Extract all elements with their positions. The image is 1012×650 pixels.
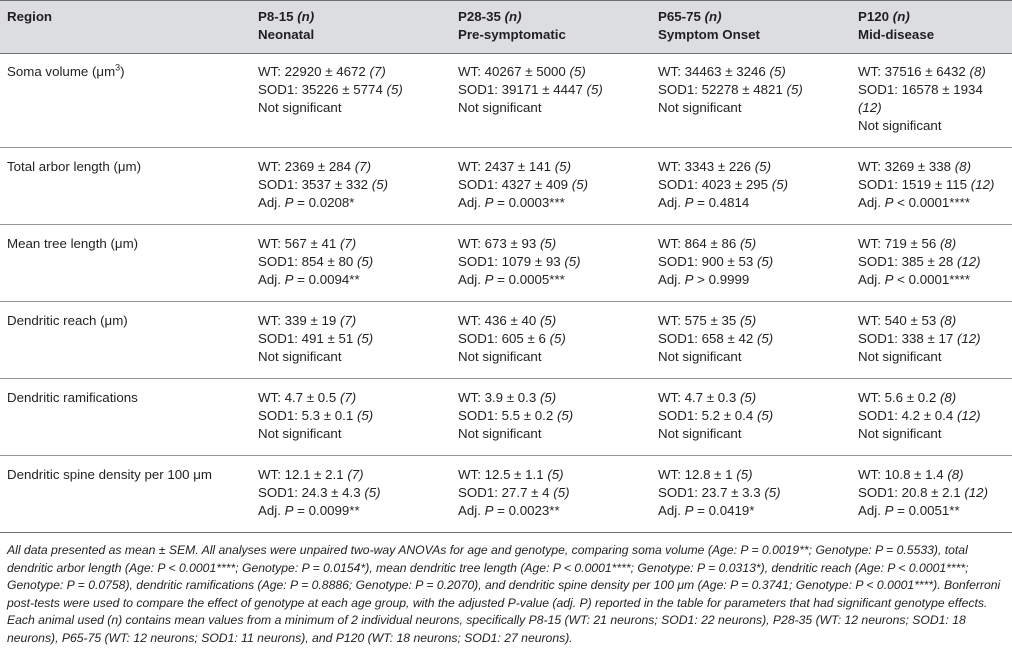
adj-label: Adj. <box>658 272 685 287</box>
table-cell <box>658 312 773 366</box>
sod1-value <box>658 81 803 99</box>
significance: Not significant <box>258 349 342 364</box>
wt-count: (5) <box>769 64 786 79</box>
wt-stat: WT: 2369 ± 284 <box>258 159 352 174</box>
p-value: = 0.0099** <box>293 503 360 518</box>
adj-label: Adj. <box>658 503 685 518</box>
wt-count: (8) <box>939 313 957 328</box>
wt-stat: WT: 567 ± 41 <box>258 236 337 251</box>
table-cell <box>258 466 381 520</box>
wt-value <box>658 389 773 407</box>
adj-label: Adj. <box>458 272 485 287</box>
wt-count: (8) <box>939 390 957 405</box>
table-cell <box>458 235 581 289</box>
header-n: (n) <box>704 9 722 24</box>
wt-value <box>658 312 773 330</box>
sod1-count: (12) <box>956 408 981 423</box>
sod1-value <box>258 81 403 99</box>
p-label: P <box>684 195 694 210</box>
header-stage: Symptom Onset <box>658 27 760 42</box>
significance: Not significant <box>458 349 542 364</box>
sod1-value <box>258 330 373 348</box>
sod1-stat: SOD1: 20.8 ± 2.1 <box>858 485 961 500</box>
adj-label: Adj. <box>458 503 485 518</box>
adjusted-p-value <box>858 502 988 520</box>
adjusted-p-value <box>458 194 588 212</box>
wt-value <box>858 158 994 176</box>
wt-value <box>458 312 566 330</box>
table-cell <box>258 389 373 443</box>
sod1-value <box>658 330 773 348</box>
p-value: < 0.0001**** <box>893 272 971 287</box>
wt-stat: WT: 673 ± 93 <box>458 236 537 251</box>
sod1-stat: SOD1: 385 ± 28 <box>858 254 954 269</box>
wt-count: (8) <box>969 64 986 79</box>
wt-value <box>258 158 388 176</box>
p-value: = 0.0003*** <box>493 195 565 210</box>
wt-stat: WT: 540 ± 53 <box>858 313 937 328</box>
wt-value <box>858 312 981 330</box>
wt-stat: WT: 339 ± 19 <box>258 313 337 328</box>
row-label-text: Soma volume (μm <box>7 64 116 79</box>
header-n: (n) <box>504 9 522 24</box>
header-stage: Pre-symptomatic <box>458 27 566 42</box>
significance: Not significant <box>258 100 342 115</box>
wt-count: (5) <box>569 64 586 79</box>
table-cell <box>658 466 781 520</box>
p-label: P <box>484 272 494 287</box>
p-value: > 0.9999 <box>693 272 750 287</box>
significance: Not significant <box>858 426 942 441</box>
wt-count: (8) <box>939 236 957 251</box>
p-value: < 0.0001**** <box>893 195 971 210</box>
sod1-value <box>858 330 981 348</box>
sod1-value <box>658 407 773 425</box>
sod1-stat: SOD1: 5.3 ± 0.1 <box>258 408 354 423</box>
wt-value <box>658 235 773 253</box>
table-row <box>0 53 1012 148</box>
wt-stat: WT: 12.1 ± 2.1 <box>258 467 344 482</box>
wt-stat: WT: 37516 ± 6432 <box>858 64 966 79</box>
wt-value <box>458 389 573 407</box>
wt-value <box>658 158 788 176</box>
wt-count: (8) <box>947 467 964 482</box>
wt-stat: WT: 34463 ± 3246 <box>658 64 766 79</box>
adj-label: Adj. <box>858 195 885 210</box>
wt-value <box>858 63 986 81</box>
sod1-count: (5) <box>364 485 381 500</box>
p-value: = 0.0419* <box>693 503 755 518</box>
wt-value <box>858 466 988 484</box>
adjusted-p-value <box>658 194 788 212</box>
sod1-count: (12) <box>964 485 989 500</box>
p-value: = 0.0208* <box>293 195 355 210</box>
wt-value <box>458 466 570 484</box>
p-label: P <box>284 272 294 287</box>
wt-stat: WT: 3343 ± 226 <box>658 159 752 174</box>
sod1-stat: SOD1: 1519 ± 115 <box>858 177 968 192</box>
sod1-value <box>858 484 988 502</box>
table-row <box>0 379 1012 456</box>
p-label: P <box>884 272 894 287</box>
wt-count: (5) <box>739 390 757 405</box>
wt-stat: WT: 436 ± 40 <box>458 313 537 328</box>
adjusted-p-value <box>858 194 994 212</box>
sod1-stat: SOD1: 1079 ± 93 <box>458 254 561 269</box>
wt-count: (7) <box>339 390 357 405</box>
wt-value <box>258 63 403 81</box>
p-value: = 0.0094** <box>293 272 360 287</box>
sod1-stat: SOD1: 900 ± 53 <box>658 254 754 269</box>
p-label: P <box>884 503 894 518</box>
adjusted-p-value <box>458 502 570 520</box>
table-row <box>0 456 1012 533</box>
table-row <box>0 302 1012 379</box>
sod1-stat: SOD1: 605 ± 6 <box>458 331 546 346</box>
sod1-stat: SOD1: 52278 ± 4821 <box>658 82 783 97</box>
wt-count: (5) <box>547 467 564 482</box>
p-label: P <box>284 195 294 210</box>
sod1-value <box>858 176 994 194</box>
table-cell <box>258 235 373 289</box>
significance: Not significant <box>258 426 342 441</box>
sod1-value <box>458 176 588 194</box>
header-n: (n) <box>297 9 315 24</box>
sod1-value <box>258 253 373 271</box>
header-age: P28-35 <box>458 9 501 24</box>
table-row <box>0 148 1012 225</box>
wt-count: (8) <box>954 159 972 174</box>
table-footnote: All data presented as mean ± SEM. All analyses were unpaired two-way ANOVAs for age and genotype, comparing soma volume (Age: P = 0.0019**; Genotype: P = 0.5533), total dendritic arbor length (Age: P < 0.0001****; Genotype: P = 0.0154*), mean dendritic tree length (Age: P < 0.0001****; Genotype: P = 0.0313*), dendritic reach (Age: P < 0.0001****; Genotype: P = 0.0758), dendritic ramifications (Age: P = 0.8886; Genotype: P = 0.2070), and dendritic spine density per 100 μm (Age: P = 0.3741; Genotype: P < 0.0001****). Bonferroni post-tests were used to compare the effect of genotype at each age group, with the adjusted P-value (adj. P) reported in the table for parameters that had significant genotype effects. Each animal used (n) contains mean values from a minimum of 2 individual neurons, specifically P8-15 (WT: 21 neurons; SOD1: 22 neurons), P28-35 (WT: 12 neurons; SOD1: 18 neurons), P65-75 (WT: 12 neurons; SOD1: 11 neurons), and P120 (WT: 18 neurons; SOD1: 27 neurons). <box>7 543 1001 645</box>
wt-count: (7) <box>369 64 386 79</box>
adjusted-p-value <box>258 502 381 520</box>
sod1-stat: SOD1: 491 ± 51 <box>258 331 354 346</box>
table-cell <box>458 158 588 212</box>
p-value: = 0.0051** <box>893 503 960 518</box>
sod1-count: (12) <box>956 331 981 346</box>
adjusted-p-value <box>658 271 773 289</box>
wt-value <box>258 389 373 407</box>
significance: Not significant <box>658 426 742 441</box>
wt-stat: WT: 22920 ± 4672 <box>258 64 366 79</box>
sod1-stat: SOD1: 24.3 ± 4.3 <box>258 485 361 500</box>
significance: Not significant <box>658 349 742 364</box>
wt-count: (5) <box>736 467 753 482</box>
p-value: = 0.0023** <box>493 503 560 518</box>
sod1-stat: SOD1: 4023 ± 295 <box>658 177 769 192</box>
wt-stat: WT: 12.8 ± 1 <box>658 467 733 482</box>
adjusted-p-value <box>858 271 981 289</box>
wt-value <box>658 63 803 81</box>
wt-count: (5) <box>539 313 557 328</box>
sod1-value <box>658 253 773 271</box>
wt-value <box>858 389 981 407</box>
table-cell <box>858 389 981 443</box>
header-column-p65-75 <box>658 8 760 44</box>
wt-count: (7) <box>339 313 357 328</box>
sod1-stat: SOD1: 27.7 ± 4 <box>458 485 550 500</box>
sod1-count: (5) <box>549 331 566 346</box>
wt-stat: WT: 864 ± 86 <box>658 236 737 251</box>
wt-count: (5) <box>739 313 757 328</box>
sod1-count: (5) <box>556 408 574 423</box>
wt-count: (7) <box>354 159 372 174</box>
table-cell <box>858 158 994 212</box>
sod1-value <box>458 253 581 271</box>
wt-count: (5) <box>739 236 757 251</box>
wt-stat: WT: 40267 ± 5000 <box>458 64 566 79</box>
adjusted-p-value <box>458 271 581 289</box>
significance: Not significant <box>458 100 542 115</box>
adj-label: Adj. <box>858 272 885 287</box>
sod1-value <box>458 330 566 348</box>
sod1-value <box>858 253 981 271</box>
sod1-count: (5) <box>356 408 374 423</box>
header-region: Region <box>7 9 53 24</box>
adj-label: Adj. <box>458 195 485 210</box>
wt-stat: WT: 2437 ± 141 <box>458 159 552 174</box>
sod1-count: (5) <box>371 177 389 192</box>
p-label: P <box>284 503 294 518</box>
wt-count: (7) <box>339 236 357 251</box>
sod1-count: (12) <box>858 100 882 115</box>
header-column-p28-35 <box>458 8 566 44</box>
wt-stat: WT: 719 ± 56 <box>858 236 937 251</box>
wt-value <box>658 466 781 484</box>
wt-value <box>458 235 581 253</box>
row-label: Dendritic ramifications <box>7 390 138 405</box>
sod1-stat: SOD1: 23.7 ± 3.3 <box>658 485 761 500</box>
sod1-stat: SOD1: 3537 ± 332 <box>258 177 369 192</box>
row-label: Dendritic spine density per 100 μm <box>7 467 212 482</box>
sod1-value <box>258 176 388 194</box>
header-age: P120 <box>858 9 890 24</box>
sod1-stat: SOD1: 39171 ± 4447 <box>458 82 583 97</box>
sod1-count: (5) <box>564 254 581 269</box>
table-cell <box>658 235 773 289</box>
sod1-count: (5) <box>356 254 374 269</box>
wt-value <box>858 235 981 253</box>
sod1-count: (5) <box>553 485 570 500</box>
row-label <box>7 63 125 81</box>
row-label: Total arbor length (μm) <box>7 159 142 174</box>
sod1-stat: SOD1: 854 ± 80 <box>258 254 354 269</box>
sod1-count: (5) <box>356 331 374 346</box>
adjusted-p-value <box>258 194 388 212</box>
table-cell <box>458 389 573 443</box>
significance: Not significant <box>858 349 942 364</box>
sod1-stat: SOD1: 5.2 ± 0.4 <box>658 408 754 423</box>
significance: Not significant <box>458 426 542 441</box>
header-column-p120 <box>858 8 934 44</box>
header-column-p8-15 <box>258 8 314 44</box>
sod1-value <box>458 407 573 425</box>
table-cell <box>858 63 986 135</box>
wt-stat: WT: 3269 ± 338 <box>858 159 952 174</box>
sod1-count: (5) <box>786 82 803 97</box>
p-value: = 0.0005*** <box>493 272 565 287</box>
sod1-stat: SOD1: 5.5 ± 0.2 <box>458 408 554 423</box>
table-cell <box>258 63 403 117</box>
wt-stat: WT: 5.6 ± 0.2 <box>858 390 937 405</box>
sod1-stat: SOD1: 4327 ± 409 <box>458 177 569 192</box>
table-cell <box>858 466 988 520</box>
p-label: P <box>684 503 694 518</box>
sod1-value <box>858 407 981 425</box>
sod1-count: (5) <box>771 177 789 192</box>
sod1-value <box>258 484 381 502</box>
row-label-tail: ) <box>120 64 125 79</box>
row-label-superscript: 3 <box>115 62 121 73</box>
wt-value <box>458 158 588 176</box>
wt-value <box>258 235 373 253</box>
row-label: Dendritic reach (μm) <box>7 313 128 328</box>
adjusted-p-value <box>658 502 781 520</box>
table-cell <box>658 63 803 117</box>
p-value: = 0.4814 <box>693 195 750 210</box>
wt-stat: WT: 10.8 ± 1.4 <box>858 467 944 482</box>
table-header <box>0 0 1012 54</box>
adj-label: Adj. <box>258 272 285 287</box>
table-cell <box>258 158 388 212</box>
sod1-stat: SOD1: 658 ± 42 <box>658 331 754 346</box>
sod1-value <box>458 81 603 99</box>
sod1-value <box>258 407 373 425</box>
sod1-count: (5) <box>571 177 589 192</box>
sod1-count: (5) <box>386 82 403 97</box>
table-cell <box>658 158 788 212</box>
wt-stat: WT: 575 ± 35 <box>658 313 737 328</box>
wt-count: (7) <box>347 467 364 482</box>
wt-count: (5) <box>539 236 557 251</box>
adj-label: Adj. <box>258 503 285 518</box>
sod1-count: (5) <box>764 485 781 500</box>
sod1-count: (12) <box>970 177 995 192</box>
significance: Not significant <box>658 100 742 115</box>
header-age: P65-75 <box>658 9 701 24</box>
sod1-count: (5) <box>756 408 774 423</box>
wt-stat: WT: 4.7 ± 0.3 <box>658 390 737 405</box>
sod1-stat: SOD1: 338 ± 17 <box>858 331 954 346</box>
significance: Not significant <box>858 118 942 133</box>
header-stage: Neonatal <box>258 27 315 42</box>
adj-label: Adj. <box>258 195 285 210</box>
wt-count: (5) <box>754 159 772 174</box>
sod1-count: (5) <box>756 254 774 269</box>
wt-count: (5) <box>539 390 557 405</box>
table-cell <box>258 312 373 366</box>
sod1-stat: SOD1: 35226 ± 5774 <box>258 82 383 97</box>
row-label: Mean tree length (μm) <box>7 236 139 251</box>
table-cell <box>858 235 981 289</box>
table-cell <box>858 312 981 366</box>
header-stage: Mid-disease <box>858 27 935 42</box>
table-cell <box>458 466 570 520</box>
header-age: P8-15 <box>258 9 294 24</box>
sod1-stat: SOD1: 4.2 ± 0.4 <box>858 408 954 423</box>
p-label: P <box>684 272 694 287</box>
wt-count: (5) <box>554 159 572 174</box>
wt-stat: WT: 12.5 ± 1.1 <box>458 467 544 482</box>
adj-label: Adj. <box>858 503 885 518</box>
p-label: P <box>884 195 894 210</box>
sod1-value <box>658 176 788 194</box>
wt-value <box>458 63 603 81</box>
table-cell <box>658 389 773 443</box>
table-row <box>0 225 1012 302</box>
sod1-value: SOD1: 16578 ± 1934 <box>858 82 983 97</box>
wt-stat: WT: 4.7 ± 0.5 <box>258 390 337 405</box>
wt-stat: WT: 3.9 ± 0.3 <box>458 390 537 405</box>
wt-value <box>258 312 373 330</box>
wt-value <box>258 466 381 484</box>
sod1-value <box>458 484 570 502</box>
p-label: P <box>484 503 494 518</box>
header-n: (n) <box>892 9 910 24</box>
p-label: P <box>484 195 494 210</box>
sod1-count: (12) <box>956 254 981 269</box>
sod1-count: (5) <box>756 331 774 346</box>
adjusted-p-value <box>258 271 373 289</box>
table-cell <box>458 63 603 117</box>
table-cell <box>458 312 566 366</box>
adj-label: Adj. <box>658 195 685 210</box>
sod1-value <box>658 484 781 502</box>
sod1-count: (5) <box>586 82 603 97</box>
